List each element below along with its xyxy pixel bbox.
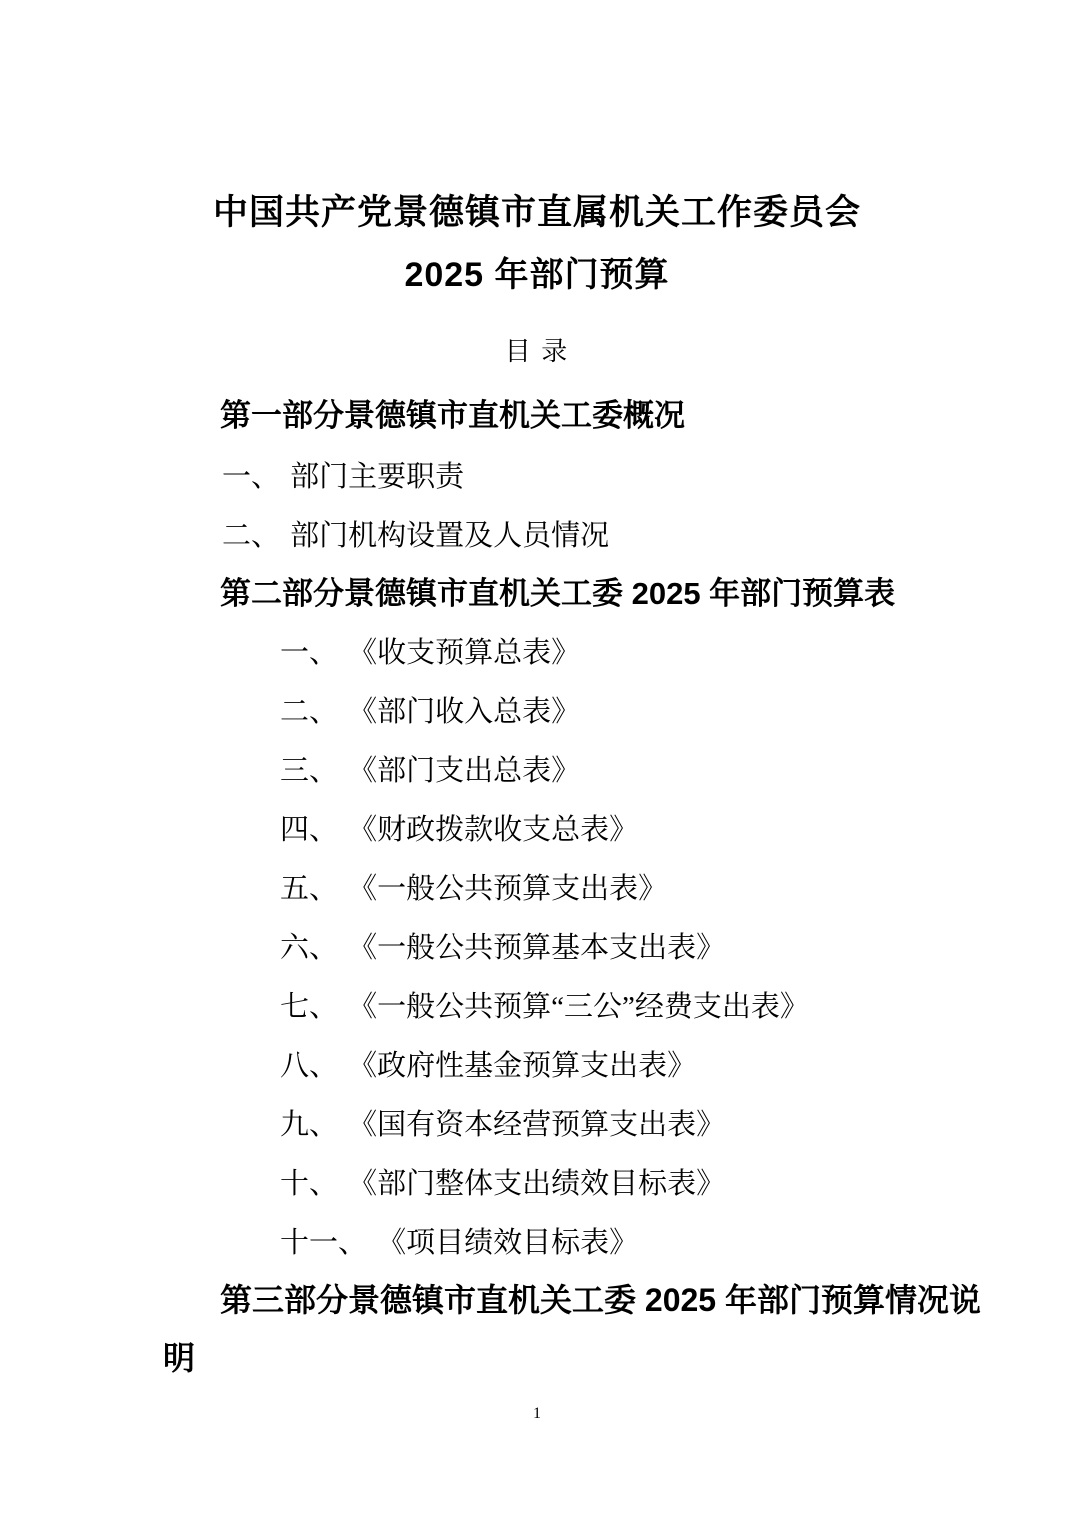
toc-item-number: 八、 bbox=[280, 1050, 339, 1082]
toc-item bbox=[163, 695, 911, 729]
toc-item-title: 《财政拨款收支总表》 bbox=[348, 814, 639, 846]
toc-item-title: 部门机构设置及人员情况 bbox=[290, 520, 610, 552]
toc-item-title: 《收支预算总表》 bbox=[348, 637, 581, 669]
page-number: 1 bbox=[533, 1405, 541, 1422]
toc-item-title: 《国有资本经营预算支出表》 bbox=[348, 1109, 726, 1141]
toc-item-number: 二、 bbox=[222, 520, 281, 552]
toc-item-number: 十一、 bbox=[280, 1227, 368, 1259]
toc-part3-heading-line1: 第三部分景德镇市直机关工委 2025 年部门预算情况说 bbox=[220, 1282, 981, 1318]
toc-item bbox=[163, 1049, 911, 1083]
toc-item-number: 九、 bbox=[280, 1109, 339, 1141]
toc-item-number: 一、 bbox=[222, 461, 281, 493]
toc-item-number: 二、 bbox=[280, 696, 339, 728]
toc-item-title: 《一般公共预算支出表》 bbox=[348, 873, 668, 905]
toc-part1-heading: 第一部分景德镇市直机关工委概况 bbox=[220, 398, 685, 433]
toc-item-number: 十、 bbox=[280, 1168, 339, 1200]
toc-item bbox=[163, 1226, 911, 1260]
toc-item-title: 《部门收入总表》 bbox=[348, 696, 581, 728]
toc-item-title: 《政府性基金预算支出表》 bbox=[348, 1050, 697, 1082]
toc-item bbox=[163, 872, 911, 906]
toc-item bbox=[163, 813, 911, 847]
toc-item-number: 四、 bbox=[280, 814, 339, 846]
toc-item-title: 部门主要职责 bbox=[290, 461, 465, 493]
toc-item-title: 《部门支出总表》 bbox=[348, 755, 581, 787]
toc-part3-heading-line2: 明 bbox=[163, 1340, 196, 1376]
toc-item bbox=[163, 519, 911, 553]
document-title-line2: 2025 年部门预算 bbox=[404, 256, 670, 294]
toc-item bbox=[163, 990, 911, 1024]
toc-item-number: 三、 bbox=[280, 755, 339, 787]
document-title-line1: 中国共产党景德镇市直属机关工作委员会 bbox=[212, 193, 861, 232]
toc-item-title: 《一般公共预算“三公”经费支出表》 bbox=[348, 991, 809, 1023]
toc-item bbox=[163, 636, 911, 670]
toc-item-title: 《部门整体支出绩效目标表》 bbox=[348, 1168, 726, 1200]
toc-item-title: 《项目绩效目标表》 bbox=[377, 1227, 639, 1259]
toc-part2-heading: 第二部分景德镇市直机关工委 2025 年部门预算表 bbox=[220, 576, 896, 611]
toc-item bbox=[163, 931, 911, 965]
toc-item-number: 七、 bbox=[280, 991, 339, 1023]
toc-item bbox=[163, 754, 911, 788]
toc-item-number: 一、 bbox=[280, 637, 339, 669]
toc-item bbox=[163, 1108, 911, 1142]
toc-item-number: 五、 bbox=[280, 873, 339, 905]
toc-heading: 目 录 bbox=[504, 337, 570, 366]
toc-item-title: 《一般公共预算基本支出表》 bbox=[348, 932, 726, 964]
toc-item bbox=[163, 1167, 911, 1201]
toc-item bbox=[163, 460, 911, 494]
toc-item-number: 六、 bbox=[280, 932, 339, 964]
